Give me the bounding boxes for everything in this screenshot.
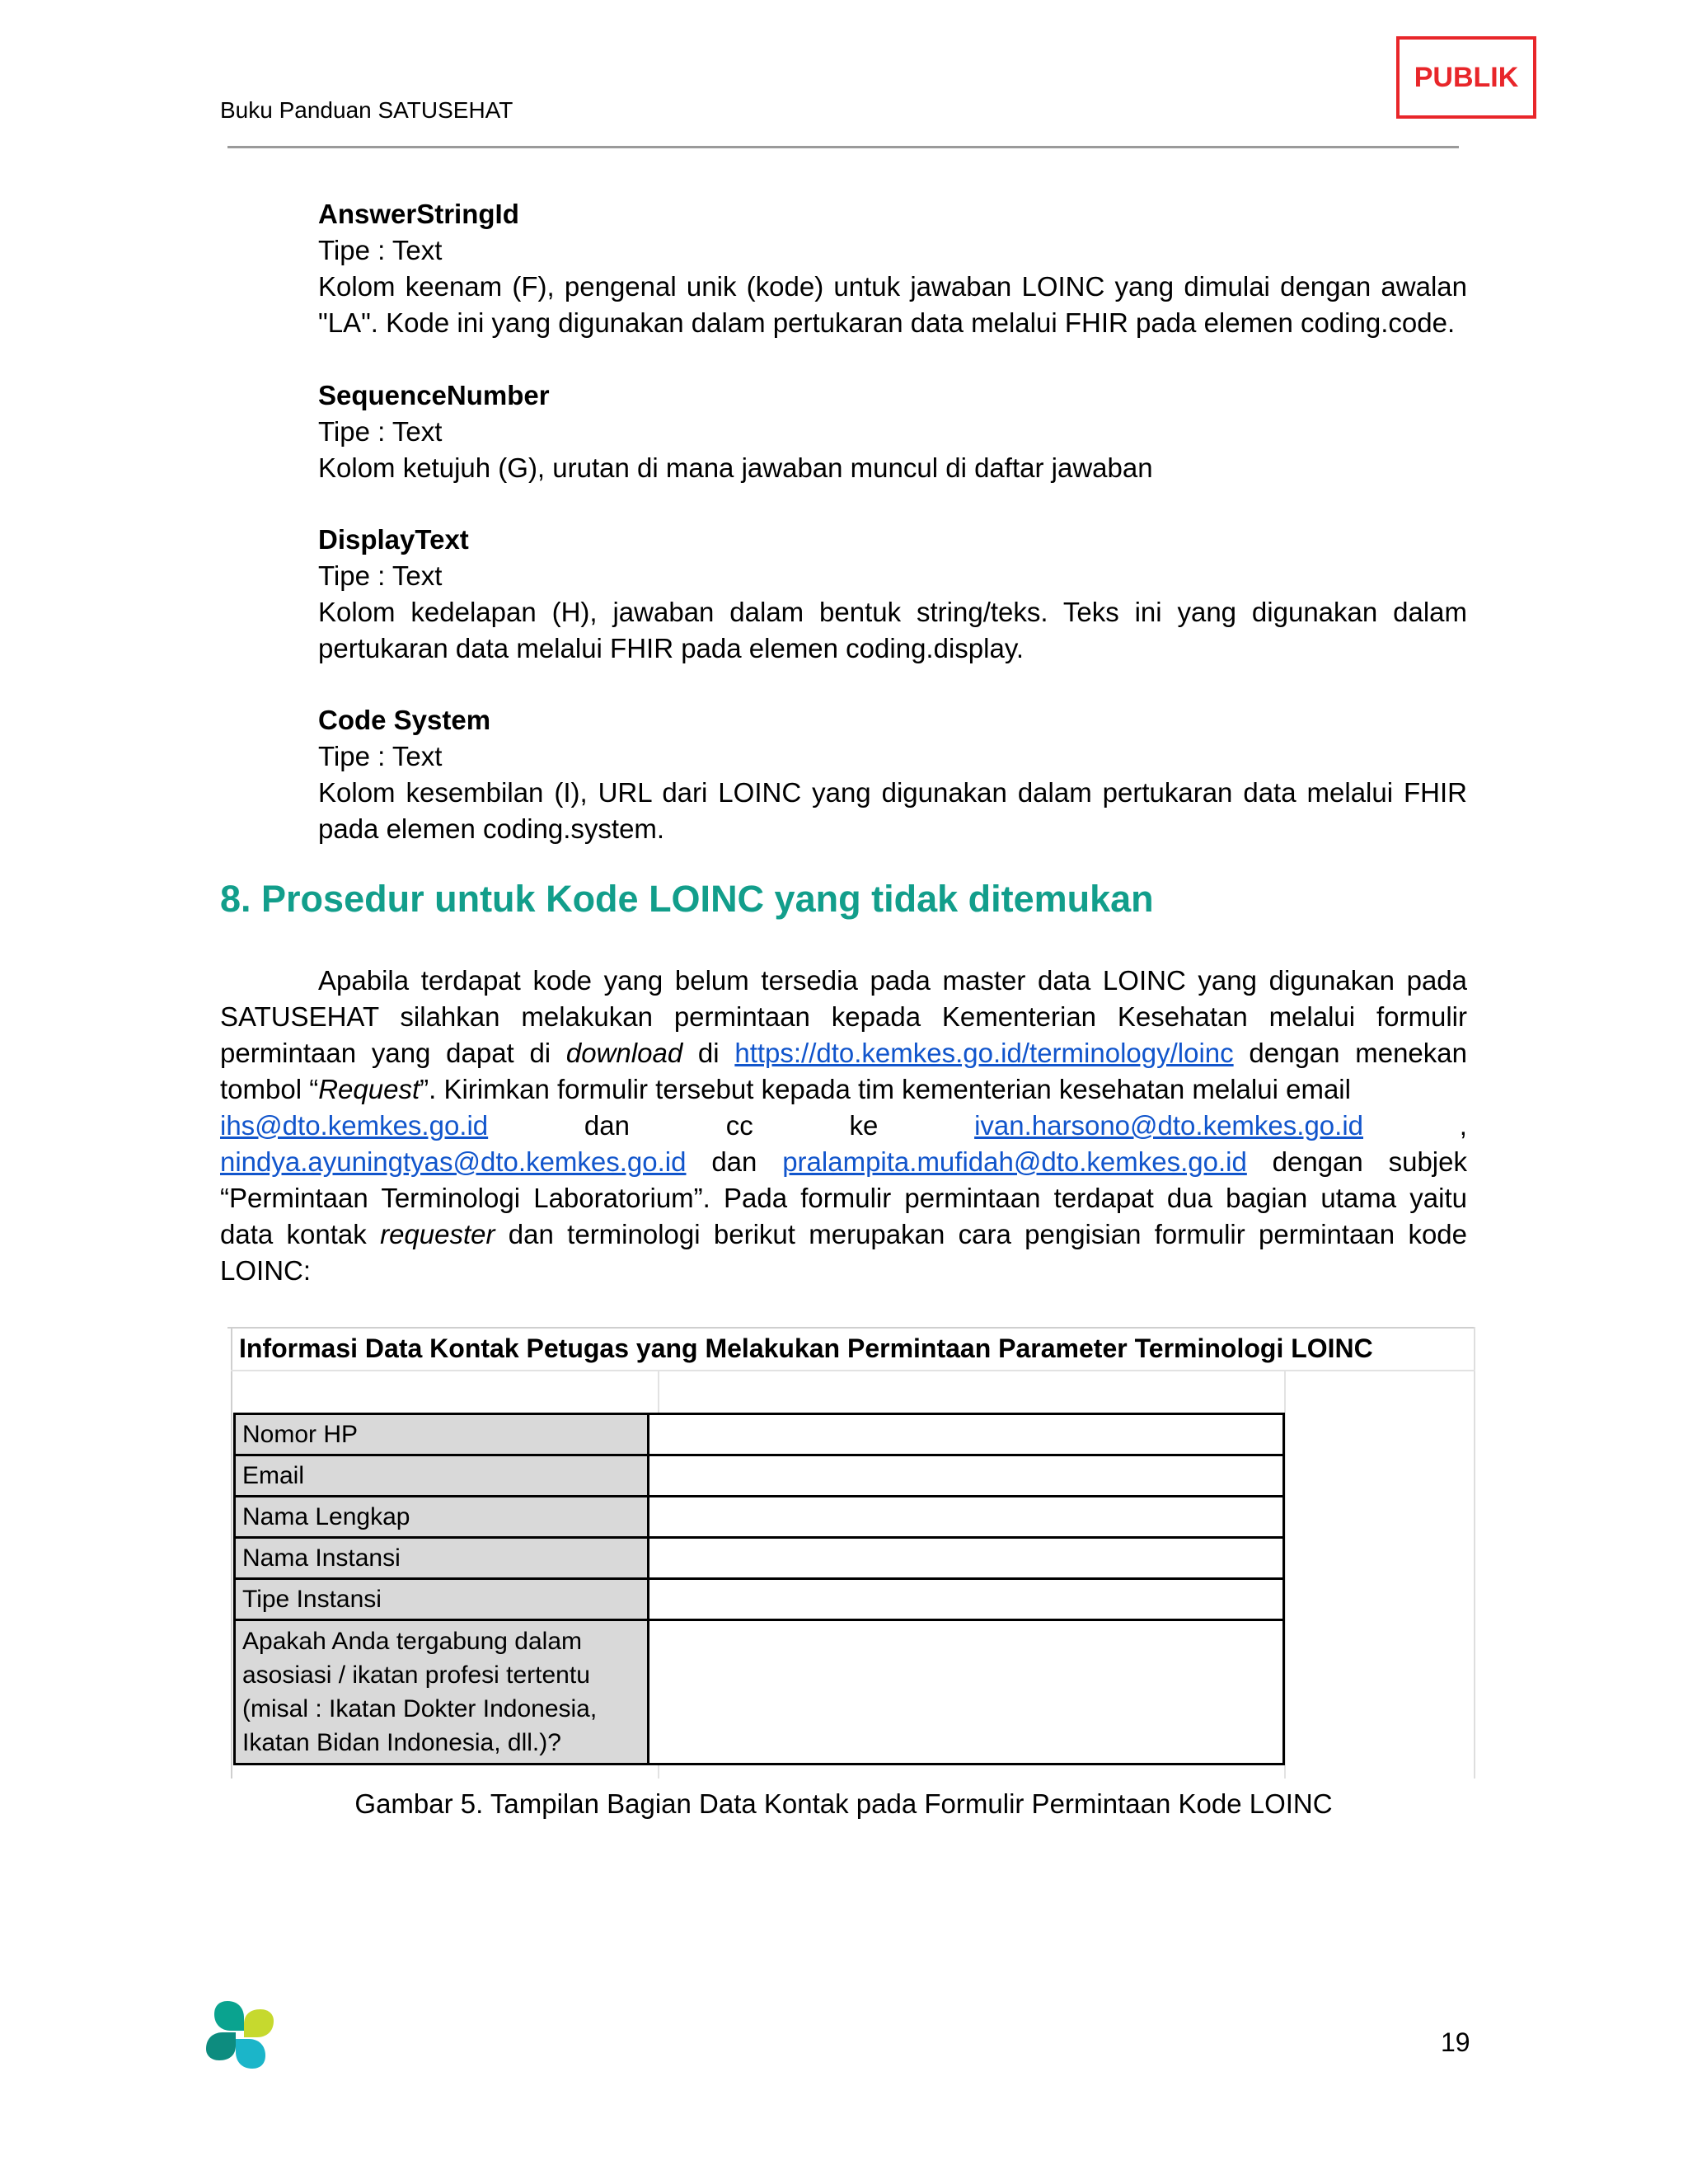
- paragraph-text: Apabila terdapat kode yang belum tersedia pada master data LOINC yang digunakan pada SATUSEHAT silahkan melakukan permintaan kepada Kementerian Kesehatan melalui formulir permintaan yang dapat di: [220, 965, 1467, 1068]
- field-type: Tipe : Text: [318, 416, 443, 447]
- association-input[interactable]: [649, 1620, 1284, 1765]
- label-line: Ikatan Bidan Indonesia, dll.)?: [242, 1729, 561, 1756]
- field-block-codesystem: [318, 702, 1467, 847]
- email-link-ihs[interactable]: ihs@dto.kemkes.go.id: [220, 1110, 489, 1141]
- email-link-nindya[interactable]: nindya.ayuningtyas@dto.kemkes.go.id: [220, 1146, 687, 1177]
- sheet-border: [227, 1327, 1475, 1329]
- field-name: DisplayText: [318, 524, 469, 555]
- form-row: [235, 1579, 1284, 1620]
- form-label-association: [235, 1620, 649, 1765]
- email-link-pralampita[interactable]: pralampita.mufidah@dto.kemkes.go.id: [782, 1146, 1247, 1177]
- paragraph-text: dan terminologi berikut merupakan cara pengisian formulir permintaan kode LOINC:: [220, 1219, 1468, 1286]
- header-title: Buku Panduan SATUSEHAT: [220, 97, 513, 123]
- field-description: Kolom ketujuh (G), urutan di mana jawaban muncul di daftar jawaban: [318, 452, 1153, 483]
- page-number: 19: [1441, 2027, 1470, 2057]
- field-name: SequenceNumber: [318, 380, 550, 410]
- italic-request: Request: [318, 1074, 420, 1104]
- field-type: Tipe : Text: [318, 235, 443, 265]
- label-line: (misal : Ikatan Dokter Indonesia,: [242, 1695, 598, 1722]
- field-description: Kolom kesembilan (I), URL dari LOINC yang digunakan dalam pertukaran data melalui FHIR pada elemen coding.system.: [318, 777, 1467, 844]
- word-dan: dan: [584, 1110, 630, 1141]
- italic-requester: requester: [380, 1219, 495, 1249]
- section-heading: 8. Prosedur untuk Kode LOINC yang tidak ditemukan: [220, 878, 1154, 920]
- paragraph-text: di: [682, 1038, 735, 1068]
- field-description: Kolom kedelapan (H), jawaban dalam bentuk string/teks. Teks ini yang digunakan dalam pertukaran data melalui FHIR pada elemen coding.display.: [318, 597, 1467, 663]
- procedure-paragraph: [220, 963, 1467, 1289]
- sheet-gridline: [231, 1370, 1475, 1371]
- institution-type-input[interactable]: [649, 1579, 1284, 1620]
- field-block-sequencenumber: [318, 377, 1467, 486]
- phone-input[interactable]: [649, 1414, 1284, 1455]
- form-label: Nomor HP: [235, 1414, 649, 1455]
- word-ke: ke: [849, 1110, 879, 1141]
- form-row: [235, 1455, 1284, 1497]
- contact-form-figure: [227, 1327, 1475, 1779]
- email-input[interactable]: [649, 1455, 1284, 1497]
- form-title: Informasi Data Kontak Petugas yang Melakukan Permintaan Parameter Terminologi LOINC: [239, 1333, 1373, 1363]
- header-divider: [227, 146, 1459, 148]
- kemenkes-logo-icon: [203, 1998, 277, 2072]
- form-label: Tipe Instansi: [235, 1579, 649, 1620]
- word-cc: cc: [725, 1110, 753, 1141]
- field-block-displaytext: [318, 522, 1467, 667]
- paragraph-text: dengan subjek “Permintaan Terminologi Laboratorium”. Pada formulir permintaan terdapat dua bagian utama yaitu data kontak: [220, 1146, 1467, 1249]
- label-line: Apakah Anda tergabung dalam: [242, 1628, 582, 1655]
- institution-name-input[interactable]: [649, 1538, 1284, 1579]
- form-row: [235, 1620, 1284, 1765]
- field-type: Tipe : Text: [318, 741, 443, 771]
- form-row: [235, 1414, 1284, 1455]
- form-label: Nama Instansi: [235, 1538, 649, 1579]
- form-row: [235, 1538, 1284, 1579]
- form-label: Nama Lengkap: [235, 1497, 649, 1538]
- field-name: Code System: [318, 705, 491, 735]
- classification-badge: PUBLIK: [1396, 36, 1536, 119]
- sheet-border: [231, 1327, 232, 1779]
- comma: ,: [1459, 1110, 1467, 1141]
- paragraph-text: dan: [686, 1146, 783, 1177]
- sheet-border: [1474, 1327, 1475, 1779]
- email-row: [220, 1108, 1467, 1144]
- field-type: Tipe : Text: [318, 560, 443, 591]
- contact-form-table: [233, 1413, 1285, 1765]
- paragraph-text: dengan menekan tombol “: [220, 1038, 1467, 1104]
- italic-download: download: [565, 1038, 683, 1068]
- full-name-input[interactable]: [649, 1497, 1284, 1538]
- paragraph-text: ”. Kirimkan formulir tersebut kepada tim kementerian kesehatan melalui email: [420, 1074, 1351, 1104]
- field-description: Kolom keenam (F), pengenal unik (kode) untuk jawaban LOINC yang dimulai dengan awalan "LA". Kode ini yang digunakan dalam pertukaran data melalui FHIR pada elemen coding.code.: [318, 271, 1467, 338]
- form-label: Email: [235, 1455, 649, 1497]
- field-name: AnswerStringId: [318, 199, 519, 229]
- email-link-ivan[interactable]: ivan.harsono@dto.kemkes.go.id: [974, 1110, 1364, 1141]
- field-block-answerstringid: [318, 196, 1467, 341]
- loinc-request-link[interactable]: https://dto.kemkes.go.id/terminology/loinc: [734, 1038, 1234, 1068]
- label-line: asosiasi / ikatan profesi tertentu: [242, 1661, 590, 1689]
- form-row: [235, 1497, 1284, 1538]
- figure-caption: Gambar 5. Tampilan Bagian Data Kontak pada Formulir Permintaan Kode LOINC: [354, 1788, 1333, 1819]
